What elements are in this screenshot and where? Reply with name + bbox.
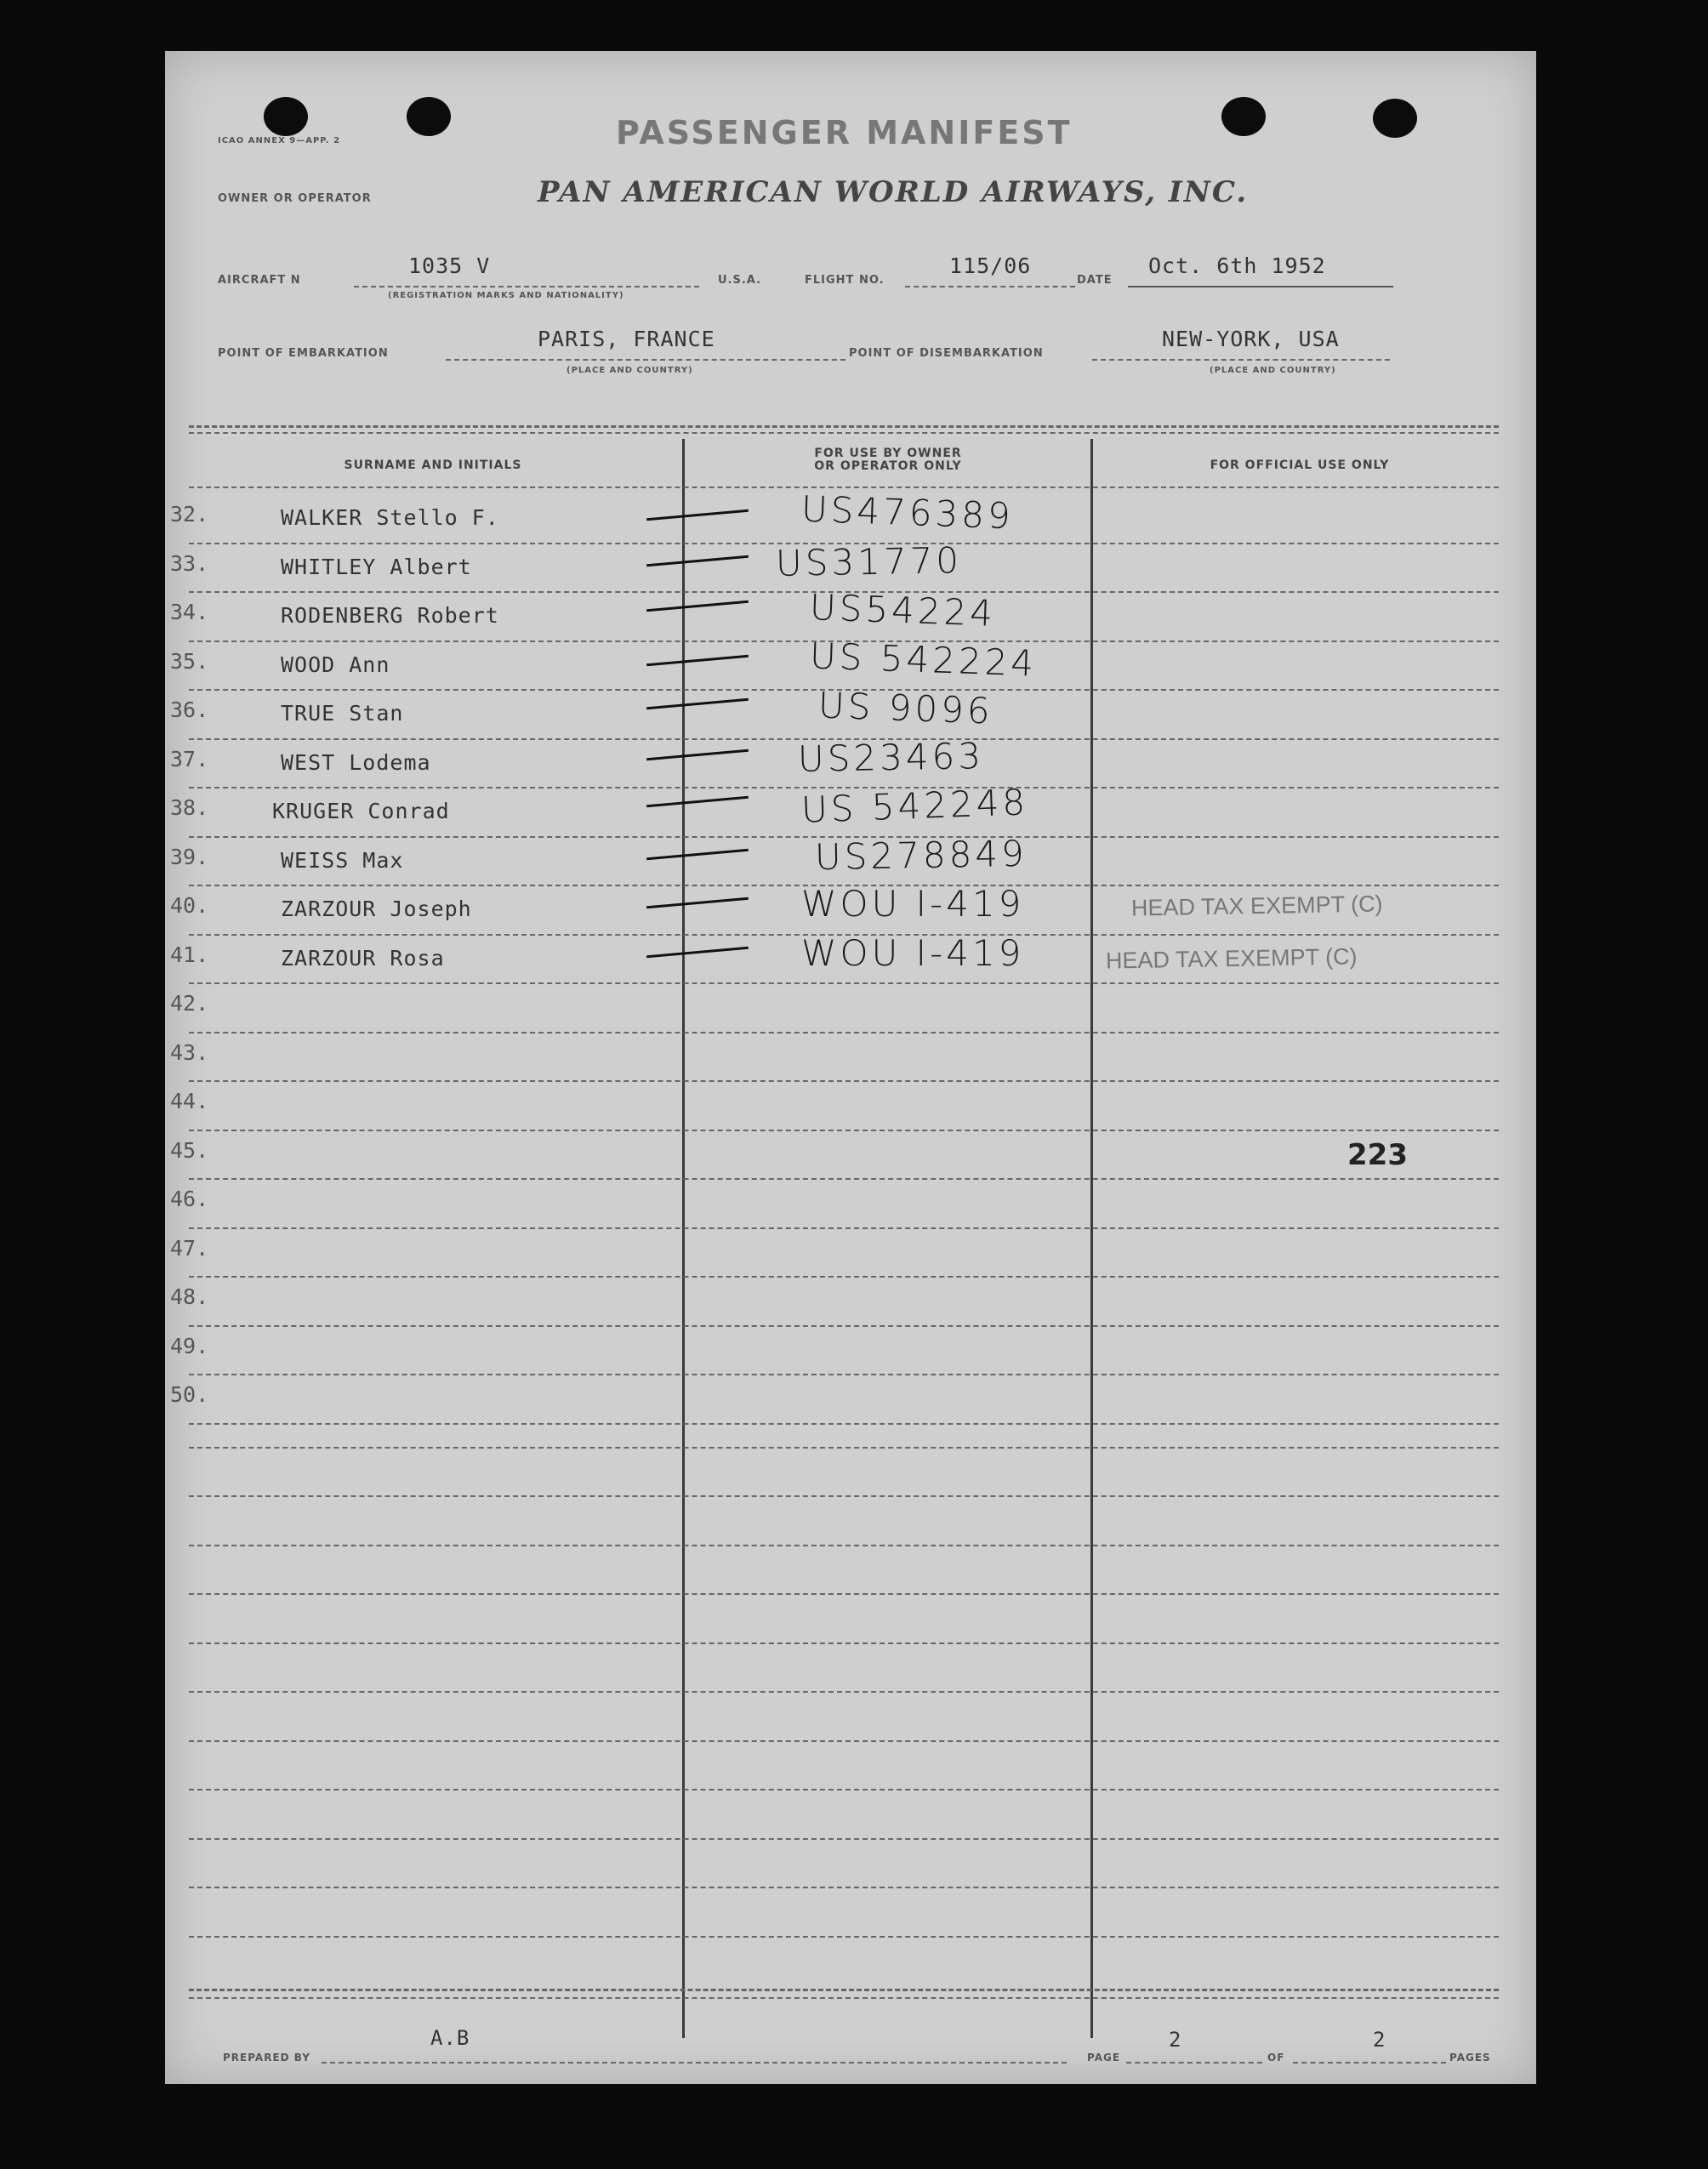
table-row xyxy=(165,1379,1536,1428)
row-rule xyxy=(189,1374,1499,1375)
row-number: 49. xyxy=(170,1333,209,1358)
page-label: PAGE xyxy=(1087,2052,1121,2064)
row-number: 39. xyxy=(170,844,209,869)
disembarkation-value: NEW-YORK, USA xyxy=(1162,327,1340,351)
handwritten-dash xyxy=(646,946,749,957)
column-header-owner-use-1: FOR USE BY OWNER xyxy=(814,447,962,460)
table-bottom-rule-1 xyxy=(189,1989,1499,1991)
row-rule xyxy=(189,1080,1499,1082)
head-tax-exempt-stamp: HEAD TAX EXEMPT (C) xyxy=(1105,942,1358,974)
row-number: 44. xyxy=(170,1089,209,1113)
passport-number: US54224 xyxy=(809,586,997,635)
passport-number: WOU I-419 xyxy=(801,883,1025,925)
row-rule xyxy=(189,1325,1499,1327)
usa-label: U.S.A. xyxy=(718,274,762,287)
of-label: OF xyxy=(1267,2052,1285,2064)
handwritten-dash xyxy=(646,796,749,807)
passenger-name: RODENBERG Robert xyxy=(281,603,499,628)
table-row xyxy=(165,734,1536,793)
row-number: 35. xyxy=(170,648,209,674)
table-row xyxy=(165,1037,1536,1086)
of-underline xyxy=(1293,2062,1446,2064)
date-value: Oct. 6th 1952 xyxy=(1148,253,1326,278)
embarkation-caption: (PLACE AND COUNTRY) xyxy=(566,366,693,375)
embarkation-label: POINT OF EMBARKATION xyxy=(218,347,389,360)
page-underline xyxy=(1126,2062,1262,2064)
table-row xyxy=(165,1233,1536,1282)
passport-number: US 9096 xyxy=(817,684,994,732)
row-number: 47. xyxy=(170,1235,209,1261)
passenger-name: WOOD Ann xyxy=(281,652,390,677)
punch-hole-top-right-1 xyxy=(1221,97,1266,136)
disembarkation-underline xyxy=(1092,359,1390,361)
prepared-by-label: PREPARED BY xyxy=(223,2052,310,2064)
disembarkation-caption: (PLACE AND COUNTRY) xyxy=(1210,366,1336,375)
table-row xyxy=(165,684,1536,743)
row-number: 50. xyxy=(170,1382,209,1407)
row-number: 40. xyxy=(170,893,209,918)
row-number: 48. xyxy=(170,1284,209,1309)
column-header-owner-use-2: OR OPERATOR ONLY xyxy=(814,459,962,473)
head-tax-exempt-stamp: HEAD TAX EXEMPT (C) xyxy=(1130,891,1383,921)
date-underline xyxy=(1128,286,1393,287)
aircraft-value: 1035 V xyxy=(408,253,491,278)
blank-rule xyxy=(189,1593,1499,1595)
blank-rule xyxy=(189,1936,1499,1938)
handwritten-dash xyxy=(646,848,749,859)
column-header-official: FOR OFFICIAL USE ONLY xyxy=(1210,458,1390,472)
passport-number: US 542248 xyxy=(800,781,1029,831)
passenger-name: TRUE Stan xyxy=(281,701,404,726)
table-row xyxy=(165,1183,1536,1233)
blank-rule xyxy=(189,1642,1499,1644)
passport-number: US 542224 xyxy=(809,634,1038,685)
handwritten-dash xyxy=(646,749,749,760)
table-bottom-rule-2 xyxy=(189,1997,1499,1999)
table-top-rule-1 xyxy=(189,425,1499,428)
row-number: 38. xyxy=(170,795,209,820)
prepared-by-value: A.B xyxy=(430,2026,470,2050)
row-number: 33. xyxy=(170,550,209,576)
punch-hole-top-left-2 xyxy=(407,97,451,136)
table-row xyxy=(165,1330,1536,1380)
aircraft-label: AIRCRAFT N xyxy=(218,274,301,287)
blank-rule xyxy=(189,1838,1499,1840)
row-number: 42. xyxy=(170,991,209,1016)
official-number: 223 xyxy=(1347,1137,1408,1172)
handwritten-dash xyxy=(646,654,749,665)
pages-label: PAGES xyxy=(1449,2052,1491,2064)
table-row xyxy=(165,1135,1536,1184)
punch-hole-top-right-2 xyxy=(1373,99,1417,138)
flight-label: FLIGHT NO. xyxy=(805,274,885,287)
passenger-name: WEISS Max xyxy=(281,847,404,873)
table-row xyxy=(165,1085,1536,1135)
passport-number: US31770 xyxy=(775,538,963,584)
row-rule xyxy=(189,1276,1499,1278)
of-value: 2 xyxy=(1373,2028,1386,2052)
handwritten-dash xyxy=(646,897,749,908)
row-rule xyxy=(189,1032,1499,1033)
passenger-name: WALKER Stello F. xyxy=(281,505,499,530)
handwritten-dash xyxy=(646,510,749,521)
form-reference: ICAO ANNEX 9—APP. 2 xyxy=(218,136,341,145)
blank-rule xyxy=(189,1545,1499,1546)
handwritten-dash xyxy=(646,698,749,709)
embarkation-underline xyxy=(446,359,845,361)
flight-value: 115/06 xyxy=(949,253,1032,278)
aircraft-underline xyxy=(354,286,699,287)
row-number: 36. xyxy=(170,697,209,722)
header-bottom-rule xyxy=(189,487,1499,488)
blank-rule xyxy=(189,1495,1499,1497)
table-row xyxy=(165,1281,1536,1330)
disembarkation-label: POINT OF DISEMBARKATION xyxy=(849,347,1044,360)
passport-number: US476389 xyxy=(800,487,1015,538)
table-top-rule-2 xyxy=(189,432,1499,434)
blank-rule xyxy=(189,1887,1499,1888)
row-number: 41. xyxy=(170,942,209,967)
row-rule xyxy=(189,1178,1499,1180)
passenger-name: KRUGER Conrad xyxy=(272,799,450,823)
blank-rule xyxy=(189,1740,1499,1742)
row-number: 43. xyxy=(170,1039,209,1065)
handwritten-dash xyxy=(646,555,749,566)
company-name: PAN AMERICAN WORLD AIRWAYS, INC. xyxy=(538,175,1249,209)
passport-number: US23463 xyxy=(797,734,985,780)
passport-number: US278849 xyxy=(814,832,1028,878)
punch-hole-top-left-1 xyxy=(264,97,308,136)
column-header-surname: SURNAME AND INITIALS xyxy=(344,458,522,472)
table-row xyxy=(165,931,1536,988)
passport-number: WOU I-419 xyxy=(801,931,1025,974)
handwritten-dash xyxy=(646,601,749,612)
page-value: 2 xyxy=(1169,2028,1182,2052)
embarkation-value: PARIS, FRANCE xyxy=(538,327,715,351)
row-number: 34. xyxy=(170,600,209,624)
table-row xyxy=(165,487,1536,548)
row-rule xyxy=(189,982,1499,984)
passenger-name: ZARZOUR Rosa xyxy=(281,945,445,971)
date-label: DATE xyxy=(1077,274,1113,287)
flight-underline xyxy=(905,286,1075,287)
owner-label: OWNER OR OPERATOR xyxy=(218,192,372,205)
prepared-by-underline xyxy=(322,2062,1067,2064)
row-rule xyxy=(189,1130,1499,1131)
table-row xyxy=(165,781,1536,841)
blank-rule xyxy=(189,1691,1499,1693)
manifest-sheet xyxy=(165,51,1536,2084)
blank-rule xyxy=(189,1789,1499,1790)
row-rule xyxy=(189,1227,1499,1229)
row-number: 32. xyxy=(170,502,209,527)
row-number: 45. xyxy=(170,1137,209,1163)
registration-caption: (REGISTRATION MARKS AND NATIONALITY) xyxy=(388,291,624,300)
row-rule xyxy=(189,1423,1499,1425)
passenger-name: WHITLEY Albert xyxy=(281,554,472,579)
row-number: 37. xyxy=(170,746,209,771)
passenger-name: WEST Lodema xyxy=(281,749,431,775)
blank-rule xyxy=(189,1447,1499,1449)
table-row xyxy=(165,988,1536,1037)
passenger-name: ZARZOUR Joseph xyxy=(281,897,472,921)
page-title: PASSENGER MANIFEST xyxy=(616,114,1073,151)
row-number: 46. xyxy=(170,1187,209,1211)
